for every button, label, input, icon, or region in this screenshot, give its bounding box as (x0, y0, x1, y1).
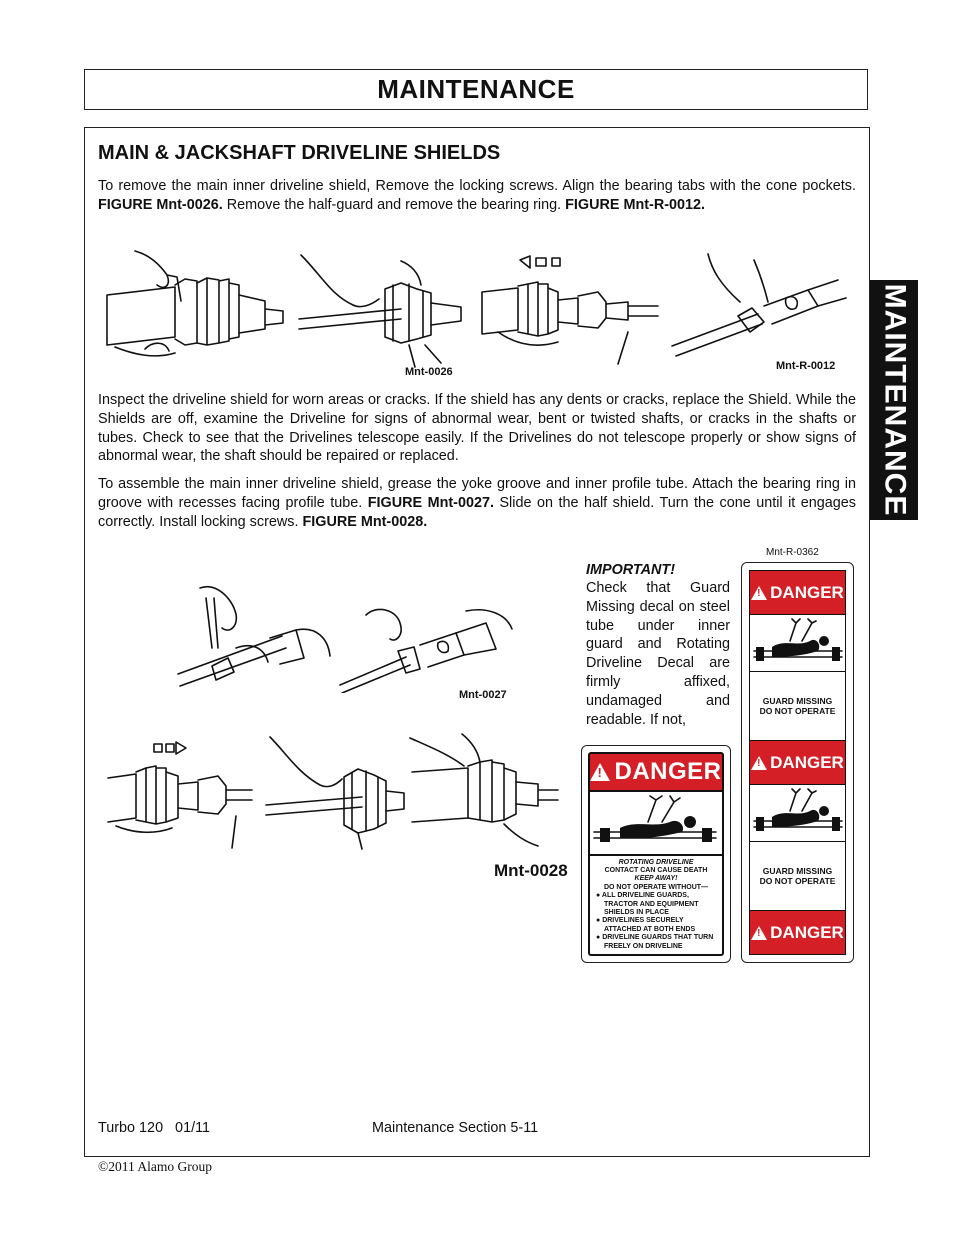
paragraph-inspect: Inspect the driveline shield for worn areas or cracks. If the shield has any dents or cracks, replace the Shield. While the Shields are off, examine the Driveline for signs of abnormal wear, bent or twisted shafts, or cracks in the shafts or tubes. Check to see that the Drivelines telescope easily. If the Drivelines do not telescope properly or show signs of abnormal wear, the shaft should be repaired or replaced. (98, 392, 856, 465)
figure-reference: FIGURE Mnt-0027. (367, 494, 494, 511)
entanglement-icon (750, 615, 847, 669)
danger-banner (750, 741, 845, 784)
decal-line: CONTACT CAN CAUSE DEATH (604, 866, 708, 874)
figure-label-mnt-0027: Mnt-0027 (459, 689, 507, 701)
rotating-driveline-decal (581, 745, 731, 963)
decal-bullet-text: DRIVELINE GUARDS THAT TURN FREELY ON DRIVELINE (602, 934, 714, 950)
header-box (84, 69, 868, 110)
footer-model: Turbo 120 01/11 (98, 1120, 211, 1136)
guard-missing-text (750, 672, 845, 741)
danger-word: DANGER (770, 752, 844, 772)
paragraph-text: Slide on the half shield. Turn the cone until it engages correctly. Install locking screws. (98, 494, 856, 530)
figure-label-mnt-0026: Mnt-0026 (405, 366, 453, 378)
danger-triangle-icon (751, 756, 767, 770)
entanglement-pictogram (750, 614, 845, 672)
figure-mnt-0028-c (408, 732, 560, 850)
danger-banner (590, 754, 722, 790)
important-note (586, 562, 730, 729)
decal-bullet: ● DRIVELINE GUARDS THAT TURN FREELY ON DRIVELINE (596, 934, 714, 950)
figure-mnt-0026-c (478, 252, 663, 370)
figure-mnt-0026-a (105, 245, 285, 363)
decal-bullet-text: DRIVELINES SECURELY ATTACHED AT BOTH ENDS (602, 917, 696, 933)
decal-line: DO NOT OPERATE WITHOUT— (603, 883, 709, 891)
figure-mnt-0026-b (291, 245, 466, 370)
danger-word: DANGER (614, 757, 722, 785)
decal-bullet-text: ALL DRIVELINE GUARDS, TRACTOR AND EQUIPMENT SHIELDS IN PLACE (601, 892, 699, 916)
figure-mnt-0028-a (106, 738, 256, 850)
section-title: MAIN & JACKSHAFT DRIVELINE SHIELDS (98, 142, 501, 164)
figure-mnt-0028-b (262, 729, 407, 851)
entanglement-pictogram (750, 784, 845, 842)
danger-triangle-icon (590, 763, 610, 781)
side-tab (870, 280, 918, 520)
decal-line: KEEP AWAY! (634, 875, 678, 883)
danger-word: DANGER (770, 582, 844, 602)
paragraph-text: To assemble the main inner driveline shield, grease the yoke groove and inner profile tube. Attach the bearing ring in groove with recesses facing profile tube. (98, 476, 856, 511)
figure-label-mnt-r-0012: Mnt-R-0012 (776, 360, 836, 372)
decal-bullet: ● DRIVELINES SECURELY ATTACHED AT BOTH ENDS (596, 917, 696, 933)
figure-reference: FIGURE Mnt-R-0012. (565, 196, 706, 213)
decal-line: DO NOT OPERATE (759, 876, 836, 886)
danger-word: DANGER (770, 922, 844, 942)
danger-triangle-icon (751, 926, 767, 940)
entanglement-pictogram (590, 790, 722, 856)
decal-bullet: ● ALL DRIVELINE GUARDS, TRACTOR AND EQUIPMENT SHIELDS IN PLACE (596, 892, 699, 916)
guard-missing-text (750, 842, 845, 911)
danger-banner (750, 911, 845, 954)
danger-triangle-icon (751, 586, 767, 600)
figure-mnt-0027-b (336, 603, 516, 693)
figure-mnt-r-0012 (668, 250, 848, 360)
paragraph-remove (98, 177, 856, 215)
figure-label-mnt-r-0362: Mnt-R-0362 (766, 547, 819, 558)
paragraph-assemble (98, 475, 856, 531)
decal-line: GUARD MISSING (762, 696, 833, 706)
important-text: Check that Guard Missing decal on steel tube under inner guard and Rotating Driveline Decal are firmly affixed, undamaged and readable. If not, (586, 580, 730, 728)
figure-reference: FIGURE Mnt-0028. (302, 513, 428, 530)
decal-line: GUARD MISSING (762, 866, 833, 876)
decal-line: ROTATING DRIVELINE (618, 858, 694, 866)
page-header-title: MAINTENANCE (377, 74, 575, 104)
paragraph-text: To remove the main inner driveline shield, Remove the locking screws. Align the bearing tabs with the cone pockets. (98, 178, 856, 194)
entanglement-icon (750, 785, 847, 839)
copyright: ©2011 Alamo Group (98, 1159, 212, 1174)
paragraph-text: Remove the half-guard and remove the bearing ring. (222, 196, 566, 213)
decal-warning-text (590, 856, 722, 954)
side-tab-label: MAINTENANCE (878, 283, 912, 517)
footer-section: Maintenance Section 5-11 (372, 1120, 539, 1136)
entanglement-icon (590, 792, 722, 850)
figure-reference: FIGURE Mnt-0026. (98, 196, 223, 213)
guard-missing-decal-strip (741, 562, 854, 963)
decal-line: DO NOT OPERATE (759, 706, 836, 716)
figure-mnt-0027-a (176, 578, 336, 693)
danger-banner (750, 571, 845, 614)
important-title: IMPORTANT! (586, 562, 675, 578)
figure-label-mnt-0028: Mnt-0028 (494, 861, 568, 880)
